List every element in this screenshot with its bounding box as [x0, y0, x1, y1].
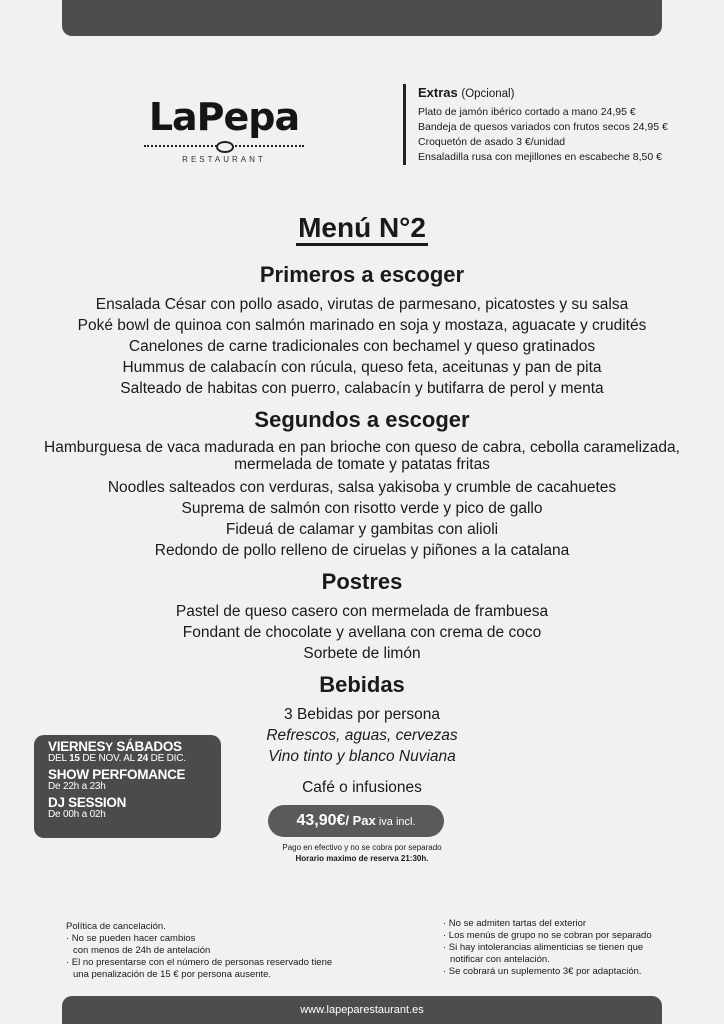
- menu-sections: [0, 262, 724, 798]
- dessert-item: Pastel de queso casero con mermelada de frambuesa: [175, 603, 549, 620]
- price-tax-note: iva incl.: [375, 816, 416, 828]
- dish-item: Redondo de pollo relleno de ciruelas y piñones a la catalana: [154, 542, 570, 559]
- section-title-primeros: Primeros a escoger: [259, 262, 465, 287]
- rope-knot-icon: [216, 141, 234, 153]
- dj-title: DJ SESSION: [48, 795, 127, 810]
- event-dates: [48, 753, 221, 765]
- payment-note: [0, 842, 724, 864]
- show-title: SHOW PERFOMANCE: [48, 767, 186, 782]
- section-title-bebidas: Bebidas: [319, 672, 405, 697]
- payment-line: Pago en efectivo y no se cobra por separado: [282, 843, 442, 852]
- cancellation-line: · No se pueden hacer cambios: [66, 933, 196, 944]
- cancellation-title: Política de cancelación.: [66, 921, 166, 932]
- dish-item: Fideuá de calamar y gambitas con alioli: [225, 521, 499, 538]
- dessert-item: Fondant de chocolate y avellana con crema de coco: [182, 624, 542, 641]
- dish-item: Ensalada César con pollo asado, virutas de parmesano, picatostes y su salsa: [95, 296, 629, 313]
- extras-title: [418, 84, 668, 103]
- event-day-1: VIERNES: [48, 739, 106, 754]
- extras-title-text: Extras: [418, 85, 458, 100]
- section-title-postres: Postres: [321, 569, 403, 594]
- show-time: De 22h a 23h: [48, 781, 106, 792]
- footer-bar: [62, 996, 662, 1024]
- dessert-item: Sorbete de limón: [303, 645, 421, 662]
- event-dates-mid: DE NOV. AL: [79, 753, 138, 764]
- dish-item: Hamburguesa de vaca madurada en pan brioche con queso de cabra, cebolla caramelizada,: [44, 439, 680, 456]
- event-days: [48, 741, 221, 753]
- price-unit: / Pax: [345, 813, 376, 828]
- extras-panel: [403, 84, 668, 165]
- event-dates-post: DE DIC.: [147, 753, 186, 764]
- extras-optional-label: (Opcional): [461, 88, 515, 100]
- menu-title-text: Menú N°2: [296, 212, 428, 246]
- note-line: · Los menús de grupo no se cobran por separado: [443, 930, 652, 941]
- drinks-options: Refrescos, aguas, cervezas: [266, 727, 458, 744]
- event-info-box: [34, 735, 221, 838]
- dish-item-continued: mermelada de tomate y patatas fritas: [234, 456, 490, 473]
- brand-logo: [138, 96, 310, 164]
- extras-item: Ensaladilla rusa con mejillones en escabeche 8,50 €: [418, 151, 662, 163]
- coffee-option: Café o infusiones: [302, 779, 422, 796]
- brand-name: LaPepa: [148, 95, 300, 139]
- dj-time: De 00h a 02h: [48, 809, 106, 820]
- cancellation-line: con menos de 24h de antelación: [73, 945, 211, 956]
- note-line: · Si hay intolerancias alimenticias se tienen que: [443, 942, 644, 953]
- website-link[interactable]: www.lapeparestaurant.es: [300, 1004, 424, 1016]
- extras-item: Plato de jamón ibérico cortado a mano 24,95 €: [418, 106, 636, 118]
- extras-item: Bandeja de quesos variados con frutos secos 24,95 €: [418, 121, 668, 133]
- event-date-end: 24: [137, 753, 148, 764]
- drinks-count: 3 Bebidas por persona: [284, 706, 440, 723]
- menu-title: [0, 212, 724, 244]
- reservation-time: Horario maximo de reserva 21:30h.: [295, 854, 429, 863]
- cancellation-policy: [66, 921, 332, 981]
- section-title-segundos: Segundos a escoger: [254, 407, 470, 432]
- brand-subtitle: RESTAURANT: [182, 155, 266, 164]
- extras-item: Croquetón de asado 3 €/unidad: [418, 136, 566, 148]
- rope-divider: [144, 143, 304, 149]
- cancellation-line: · El no presentarse con el número de personas reservado tiene: [66, 957, 333, 968]
- top-bar: [62, 0, 662, 36]
- dish-item: Poké bowl de quinoa con salmón marinado en soja y mostaza, aguacate y crudités: [77, 317, 647, 334]
- event-dates-pre: DEL: [48, 753, 70, 764]
- note-line: notificar con antelación.: [450, 954, 550, 965]
- cancellation-line: una penalización de 15 € por persona ausente.: [73, 969, 272, 980]
- dish-item: Canelones de carne tradicionales con bechamel y queso gratinados: [128, 338, 596, 355]
- event-date-start: 15: [69, 753, 80, 764]
- event-day-2: SÁBADOS: [116, 739, 182, 754]
- dish-item: Salteado de habitas con puerro, calabacín y butifarra de perol y menta: [120, 380, 604, 397]
- dish-item: Suprema de salmón con risotto verde y pico de gallo: [181, 500, 543, 517]
- dish-item: Hummus de calabacín con rúcula, queso feta, aceitunas y pan de pita: [122, 359, 602, 376]
- wine-options: Vino tinto y blanco Nuviana: [268, 748, 456, 765]
- note-line: · No se admiten tartas del exterior: [443, 918, 587, 929]
- price-badge: [268, 805, 444, 837]
- event-day-conj: Y: [105, 740, 113, 754]
- note-line: · Se cobrará un suplemento 3€ por adaptación.: [443, 966, 642, 977]
- dish-item: Noodles salteados con verduras, salsa yakisoba y crumble de cacahuetes: [107, 479, 617, 496]
- group-notes: [443, 918, 673, 978]
- price-amount: 43,90€: [296, 812, 346, 829]
